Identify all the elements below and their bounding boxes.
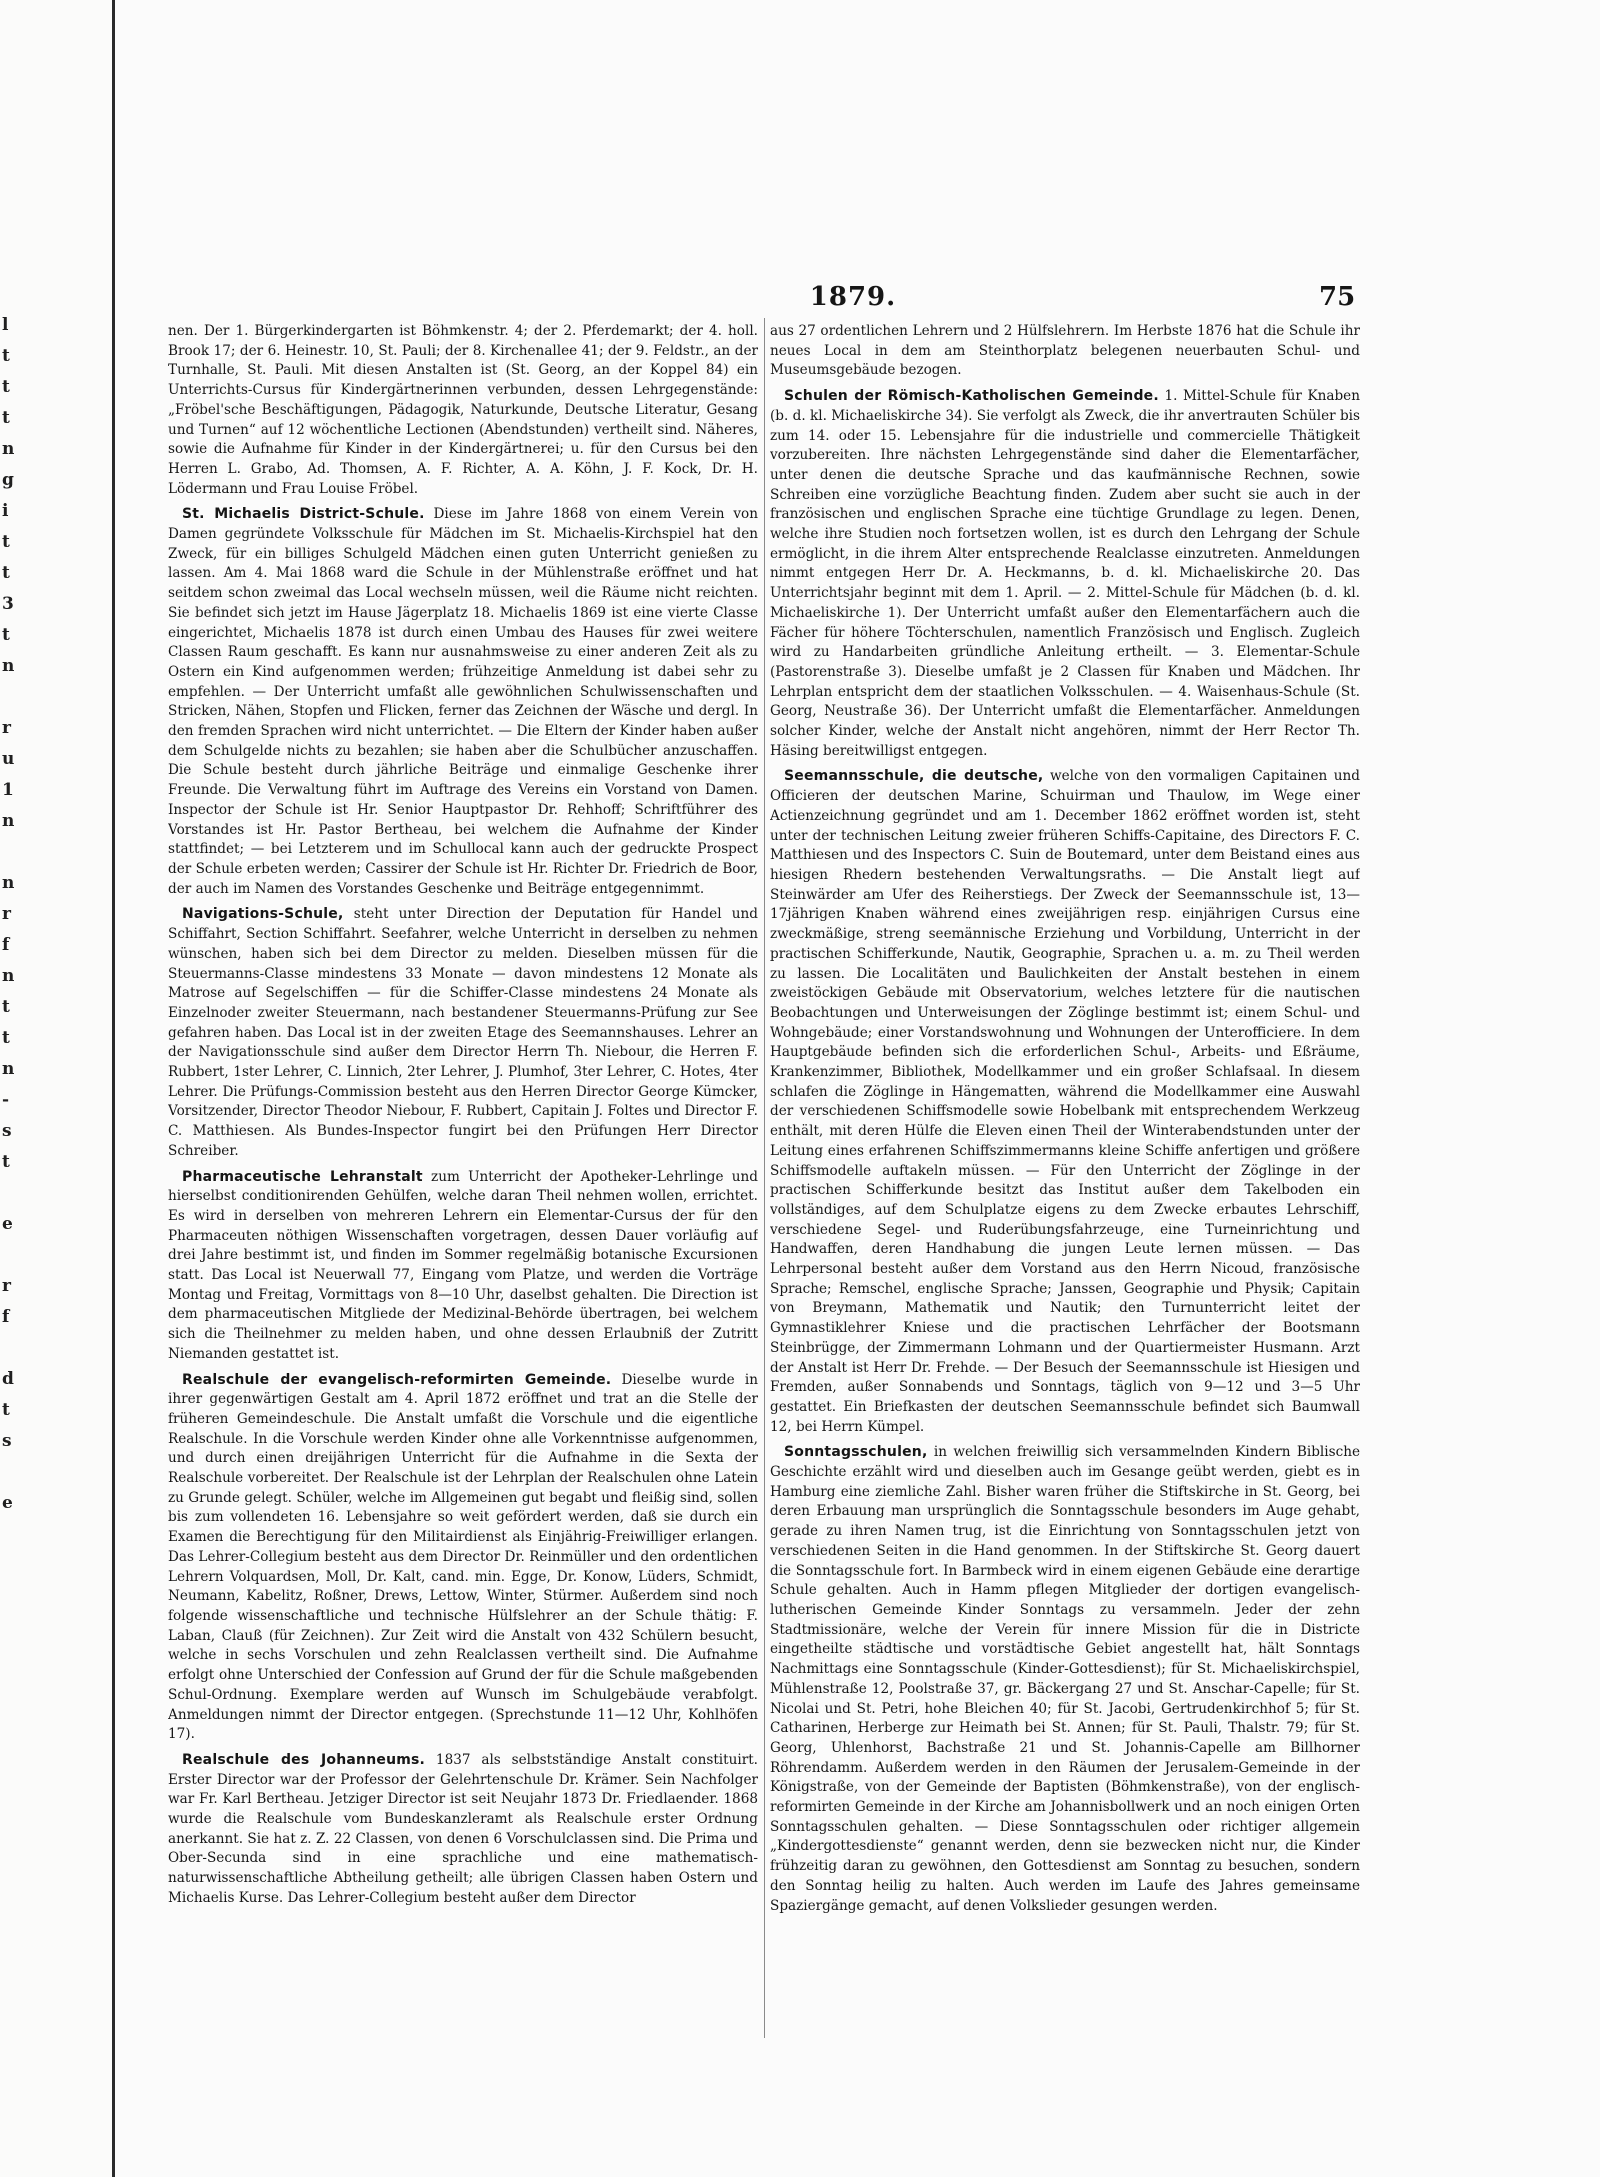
- entry-text: Dieselbe wurde in ihrer gegenwärtigen Gestalt am 4. April 1872 eröffnet und trat an die Stelle der früheren Gemeindeschule. Die Anstalt umfaßt die Vorschule und die eigentliche Realschule. In die Vorschule werden Kinder ohne alle Vorkenntnisse aufgenommen, und durch einen dreijährigen Unterricht für die Aufnahme in die Sexta der Realschule vorbereitet. Der Realschule ist der Lehrplan der Realschulen ohne Latein zu Grunde gelegt. Schüler, welche im Allgemeinen gut begabt und fleißig sind, sollen bis zum vollendeten 16. Lebensjahre so weit gefördert werden, daß sie durch ein Examen die Berechtigung für den Militairdienst als Einjährig-Freiwilliger erlangen. Das Lehrer-Collegium besteht aus dem Director Dr. Reinmüller und den ordentlichen Lehrern Volquardsen, Moll, Dr. Kalt, cand. min. Egge, Dr. Konow, Lüders, Schmidt, Neumann, Kabelitz, Roßner, Drews, Lettow, Winter, Stürmer. Außerdem sind noch folgende wissenschaftliche und technische Hülfslehrer an der Schule thätig: F. Laban, Clauß (für Zeichnen). Zur Zeit wird die Anstalt von 432 Schülern besucht, welche in sechs Vorschulen und zehn Realclassen vertheilt sind. Die Aufnahme erfolgt ohne Unterschied der Confession auf Grund der für die Schule maßgebenden Schul-Ordnung. Exemplare werden auf Wunsch im Schulgebäude verabfolgt. Anmeldungen nimmt der Director entgegen. (Sprechstunde 11—12 Uhr, Kohlhöfen 17).: [168, 1371, 758, 1743]
- entry-text: welche von den vormaligen Capitainen und Officieren der deutschen Marine, Schuirman und Thaulow, im Wege einer Actienzeichnung gegründet und am 1. December 1862 eröffnet worden ist, steht unter der technischen Leitung zweier früheren Schiffs-Capitaine, des Directors F. C. Matthiesen und des Inspectors C. Suin de Boutemard, unter dem Beistand eines aus hiesigen Rhedern bestehenden Verwaltungsraths. — Die Anstalt liegt auf Steinwärder am Ufer des Reiherstiegs. Der Zweck der Seemannsschule ist, 13—17jährigen Knaben während eines zweijährigen resp. einjährigen Cursus eine zweckmäßige, streng seemännische Erziehung und Vorbildung, Unterricht in der practischen Schifferkunde, Nautik, Geographie, Sprachen u. a. m. zu Theil werden zu lassen. Die Localitäten und Baulichkeiten der Anstalt bestehen in einem zweistöckigen Gebäude mit Observatorium, welches letztere für die nautischen Beobachtungen und Unterweisungen der Zöglinge bestimmt ist; einem Schul- und Wohngebäude; einer Vorstandswohnung und Wohnungen der Unterofficiere. In dem Hauptgebäude befinden sich die erforderlichen Schul-, Arbeits- und Eßräume, Krankenzimmer, Bibliothek, Modellkammer und ein großer Schlafsaal. In diesem schlafen die Zöglinge in Hängematten, während die Modellkammer eine Auswahl der verschiedenen Schiffsmodelle sowie Hobelbank mit entsprechendem Werkzeug enthält, mit deren Hülfe die Eleven einen Theil der Winterabendstunden unter der Leitung eines erfahrenen Schiffszimmermanns kleine Schiffe anfertigen und größere Schiffsmodelle auftakeln müssen. — Für den Unterricht der Zöglinge in der practischen Schifferkunde besitzt das Institut außer dem Takelboden ein vollständiges, auf dem Schulplatze eigens zu dem Zwecke erbautes Lehrschiff, verschiedene Segel- und Ruderübungsfahrzeuge, eine Turneinrichtung und Handwaffen, deren Handhabung die jungen Leute lernen müssen. — Das Lehrpersonal besteht außer dem Vorstand aus den Herrn Nicoud, französische Sprache; Remschel, englische Sprache; Janssen, Geographie und Physik; Capitain von Breymann, Mathematik und Nautik; den Turnunterricht leitet der Gymnastiklehrer Kniese und die practischen Lehrfächer der Bootsmann Steinbrügge, der Zimmermann Lohmann und der Quartiermeister Husmann. Arzt der Anstalt ist Herr Dr. Frehde. — Der Besuch der Seemannsschule ist Hiesigen und Fremden, außer Sonnabends und Sonntags, täglich von 9—12 und 3—5 Uhr gestattet. Ein Briefkasten der deutschen Seemannsschule befindet sich Baumwall 12, bei Herrn Kümpel.: [770, 768, 1360, 1435]
- entry-seemann: [770, 767, 1360, 1437]
- entry-text: zum Unterricht der Apotheker-Lehrlinge und hierselbst conditionirenden Gehülfen, welche daran Theil nehmen wollen, errichtet. Es wird in derselben von mehreren Lehrern ein Elementar-Cursus der für den Pharmaceuten nöthigen Wissenschaften vorgetragen, dessen Dauer vorläufig auf drei Jahre bestimmt ist, und finden im Sommer regelmäßig botanische Excursionen statt. Das Local ist Neuerwall 77, Eingang vom Platze, und werden die Vorträge Montag und Freitag, Vormittags von 8—10 Uhr, daselbst gehalten. Die Direction ist dem pharmaceutischen Mitgliede der Medizinal-Behörde übertragen, bei welchem sich die Theilnehmer zu melden haben, und ohne dessen Erlaubniß der Zutritt Niemanden gestattet ist.: [168, 1168, 758, 1362]
- entry-heading: Schulen der Römisch-Katholischen Gemeinde.: [784, 388, 1159, 405]
- entry-navigation: [168, 905, 758, 1161]
- entry-heading: St. Michaelis District-Schule.: [182, 506, 425, 523]
- entry-text: nen. Der 1. Bürgerkindergarten ist Böhmkenstr. 4; der 2. Pferdemarkt; der 4. holl. Brook 17; der 6. Heinestr. 10, St. Pauli; der 8. Kirchenallee 41; der 9. Feldstr., an der Turnhalle, St. Pauli. Mit diesen Anstalten ist (St. Georg, an der Koppel 84) ein Unterrichts-Cursus für Kindergärtnerinnen verbunden, dessen Lehrgegenstände: „Fröbel'sche Beschäftigungen, Pädagogik, Naturkunde, Deutsche Literatur, Gesang und Turnen“ auf 12 wöchentliche Lectionen (Abendstunden) vertheilt sind. Näheres, sowie die Aufnahme für Kinder in der Kindergärtnerei; u. für den Cursus bei den Herren L. Grabo, Ad. Thomsen, A. F. Richter, A. A. Köhn, J. F. Kock, Dr. H. Lödermann und Frau Louise Fröbel.: [168, 323, 758, 497]
- entry-kindergarten: [168, 322, 758, 499]
- entry-heading: Seemannsschule, die deutsche,: [784, 768, 1044, 785]
- page-number: 75: [1319, 282, 1356, 312]
- entry-text: steht unter Direction der Deputation für Handel und Schiffahrt, Section Schiffahrt. Seefahrer, welche Unterricht in derselben zu nehmen wünschen, haben sich bei dem Director zu melden. Dieselben müssen für die Steuermanns-Classe mindestens 33 Monate — davon mindestens 12 Monate als Matrose auf Segelschiffen — für die Schiffer-Classe mindestens 24 Monate als Einzelnoder zweiter Steuermann, nach bestandener Steuermanns-Prüfung zur See gefahren haben. Das Local ist in der zweiten Etage des Seemannshauses. Lehrer an der Navigationsschule sind außer dem Director Herrn Th. Niebour, die Herren F. Rubbert, 1ster Lehrer, C. Linnich, 2ter Lehrer, J. Plumhof, 3ter Lehrer, C. Hotes, 4ter Lehrer. Die Prüfungs-Commission besteht aus den Herren Director George Kümcker, Vorsitzender, Director Theodor Niebour, F. Rubbert, Capitain J. Foltes und Director F. C. Matthiesen. Als Bundes-Inspector fungirt bei den Prüfungen Herr Director Schreiber.: [168, 906, 758, 1159]
- entry-katholisch: [770, 387, 1360, 761]
- entry-realschule_ref: [168, 1371, 758, 1745]
- entry-heading: Navigations-Schule,: [182, 906, 344, 923]
- entry-heading: Realschule des Johanneums.: [182, 1751, 426, 1768]
- page-header: [115, 282, 1600, 318]
- entry-text: 1837 als selbstständige Anstalt constituirt. Erster Director war der Professor der Gelehrtenschule Dr. Krämer. Sein Nachfolger war Fr. Karl Bertheau. Jetziger Director ist seit Neujahr 1873 Dr. Friedlaender. 1868 wurde die Realschule vom Bundeskanzleramt als Realschule erster Ordnung anerkannt. Sie hat z. Z. 22 Classen, von denen 6 Vorschulclassen sind. Die Prima und Ober-Secunda sind in eine sprachliche und eine mathematisch-naturwissenschaftliche Abtheilung getheilt; alle übrigen Classen haben Ostern und Michaelis Kurse. Das Lehrer-Collegium besteht außer dem Director: [168, 1751, 758, 1906]
- page-year: 1879.: [809, 282, 897, 312]
- entry-heading: Pharmaceutische Lehranstalt: [182, 1168, 423, 1185]
- entry-text: in welchen freiwillig sich versammelnden Kindern Biblische Geschichte erzählt wird und dieselben auch im Gesange geübt werden, giebt es in Hamburg eine ziemliche Zahl. Bisher waren früher die Stiftskirche in St. Georg, bei deren Erbauung man ursprünglich die Sonntagsschule besonders im Auge gehabt, gerade zu ihren Namen trug, ist die Einrichtung von Sonntagsschulen jetzt von verschiedenen Seiten in die Hand genommen. In der Stiftskirche St. Georg dauert die Sonntagsschule fort. In Barmbeck wird in einem eigenen Gebäude eine derartige Schule gehalten. Auch in Hamm pflegen Mitglieder der dortigen evangelisch-lutherischen Gemeinde Kinder Sonntags zu versammeln. Jeder der zehn Stadtmissionäre, welche der Verein für innere Mission für die in Districte eingetheilte städtische und vorstädtische Gebiet angestellt hat, hält Sonntags Nachmittags eine Sonntagsschule (Kinder-Gottesdienst); für St. Michaeliskirchspiel, Mühlenstraße 12, Poolstraße 37, gr. Bäckergang 27 und St. Anschar-Capelle; für St. Nicolai und St. Petri, hohe Bleichen 40; für St. Jacobi, Gertrudenkirchhof 5; für St. Catharinen, Herberge zur Heimath bei St. Annen; für St. Pauli, Thalstr. 79; für St. Georg, Uhlenhorst, Bachstraße 21 und St. Johannis-Capelle am Billhorner Röhrendamm. Außerdem werden in den Räumen der Jerusalem-Gemeinde in der Königstraße, von der Gemeinde der Baptisten (Böhmkenstraße), von der englisch-reformirten Gemeinde in der Kirche am Johannisbollwerk und an noch einigen Orten Sonntagsschulen gehalten. — Diese Sonntagsschulen oder richtiger allgemein „Kindergottesdienste“ genannt werden, denn sie bezwecken nicht nur, die Kinder frühzeitig daran zu gewöhnen, den Gottesdienst am Sonntag zu besuchen, sondern den Sonntag heilig zu halten. Auch werden im Laufe des Jahres gemeinsame Spaziergänge gemacht, auf denen Volkslieder gesungen werden.: [770, 1444, 1360, 1914]
- entry-johanneum_cont: [770, 322, 1360, 381]
- entry-michaelis: [168, 505, 758, 899]
- entry-johanneum: [168, 1751, 758, 1909]
- adjacent-page-fragments: l t t t n g i t t 3 t n r u 1 n n r f n t t n - s t e r f d t s e: [2, 315, 15, 1513]
- entry-sonntag: [770, 1443, 1360, 1916]
- entry-text: aus 27 ordentlichen Lehrern und 2 Hülfslehrern. Im Herbste 1876 hat die Schule ihr neues Local in dem am Steinthorplatz belegenen neuerbauten Schul- und Museumsgebäude bezogen.: [770, 323, 1360, 379]
- entry-heading: Realschule der evangelisch-reformirten Gemeinde.: [182, 1371, 612, 1388]
- left-column: [168, 322, 758, 2032]
- entry-heading: Sonntagsschulen,: [784, 1444, 928, 1461]
- entry-pharma: [168, 1168, 758, 1365]
- entry-text: Diese im Jahre 1868 von einem Verein von Damen gegründete Volksschule für Mädchen im St. Michaelis-Kirchspiel hat den Zweck, für ein billiges Schulgeld Mädchen einen guten Unterricht genießen zu lassen. Am 4. Mai 1868 ward die Schule in der Mühlenstraße eröffnet und hat seitdem schon zweimal das Local wechseln müssen, weil die Räume nicht reichten. Sie befindet sich jetzt im Hause Jägerplatz 18. Michaelis 1869 ist eine vierte Classe eingerichtet, Michaelis 1878 ist durch einen Umbau des Hauses für zwei weitere Classen Raum geschafft. Es kann nur ausnahmsweise zu einer anderen Zeit als zu Ostern ein Kind aufgenommen werden; frühzeitige Anmeldung ist dabei sehr zu empfehlen. — Der Unterricht umfaßt alle gewöhnlichen Schulwissenschaften und Stricken, Nähen, Stopfen und Flicken, ferner das Zeichnen der Wäsche und dergl. In den fremden Sprachen wird nicht unterrichtet. — Die Eltern der Kinder haben außer dem Schulgelde nichts zu bezahlen; sie haben aber die Schulbücher anzuschaffen. Die Schule besteht durch jährliche Beiträge und einmalige Geschenke ihrer Freunde. Die Verwaltung führt im Auftrage des Vereins ein Vorstand von Damen. Inspector der Schule ist Hr. Senior Hauptpastor Dr. Rehhoff; Schriftführer des Vorstandes ist Hr. Pastor Bertheau, bei welchem die Aufnahme der Kinder stattfindet; — bei Letzterem und im Schullocal kann auch der gedruckte Prospect der Schule erbeten werden; Cassirer der Schule ist Hr. Richter Dr. Friedrich de Boor, der auch im Namen des Vorstandes Geschenke und Beiträge entgegennimmt.: [168, 506, 758, 897]
- column-divider: [764, 318, 765, 2038]
- entry-text: 1. Mittel-Schule für Knaben (b. d. kl. Michaeliskirche 34). Sie verfolgt als Zweck, die ihr anvertrauten Schüler bis zum 14. oder 15. Lebensjahre für die industrielle und commercielle Thätigkeit vorzubereiten. Ihre nächsten Lehrgegenstände sind daher die Elementarfächer, unter denen die deutsche Sprache und das kaufmännische Rechnen, sowie Schreiben eine vorzügliche Beachtung finden. Zudem aber sucht sie auch in der französischen und englischen Sprache eine tüchtige Grundlage zu legen. Denen, welche ihre Studien noch fortsetzen wollen, ist es durch den Lehrgang der Schule ermöglicht, in die ihrem Alter entsprechende Realclasse einzutreten. Anmeldungen nimmt entgegen Herr Dr. A. Heckmanns, b. d. kl. Michaeliskirche 20. Das Unterrichtsjahr beginnt mit dem 1. April. — 2. Mittel-Schule für Mädchen (b. d. kl. Michaeliskirche 1). Der Unterricht umfaßt außer den Elementarfächern auch die Fächer für höhere Töchterschulen, namentlich Französisch und Englisch. Zugleich wird zu Handarbeiten gründliche Anleitung ertheilt. — 3. Elementar-Schule (Pastorenstraße 3). Dieselbe umfaßt je 2 Classen für Knaben und Mädchen. Ihr Lehrplan entspricht dem der staatlichen Volksschulen. — 4. Waisenhaus-Schule (St. Georg, Neustraße 36). Der Unterricht umfaßt die Elementarfächer. Anmeldungen solcher Kinder, welche der Anstalt nicht angehören, nimmt der Herr Rector Th. Häsing bereitwilligst entgegen.: [770, 388, 1360, 759]
- right-column: [770, 322, 1360, 2032]
- page: [115, 0, 1600, 2177]
- adjacent-page-edge: [0, 0, 115, 2177]
